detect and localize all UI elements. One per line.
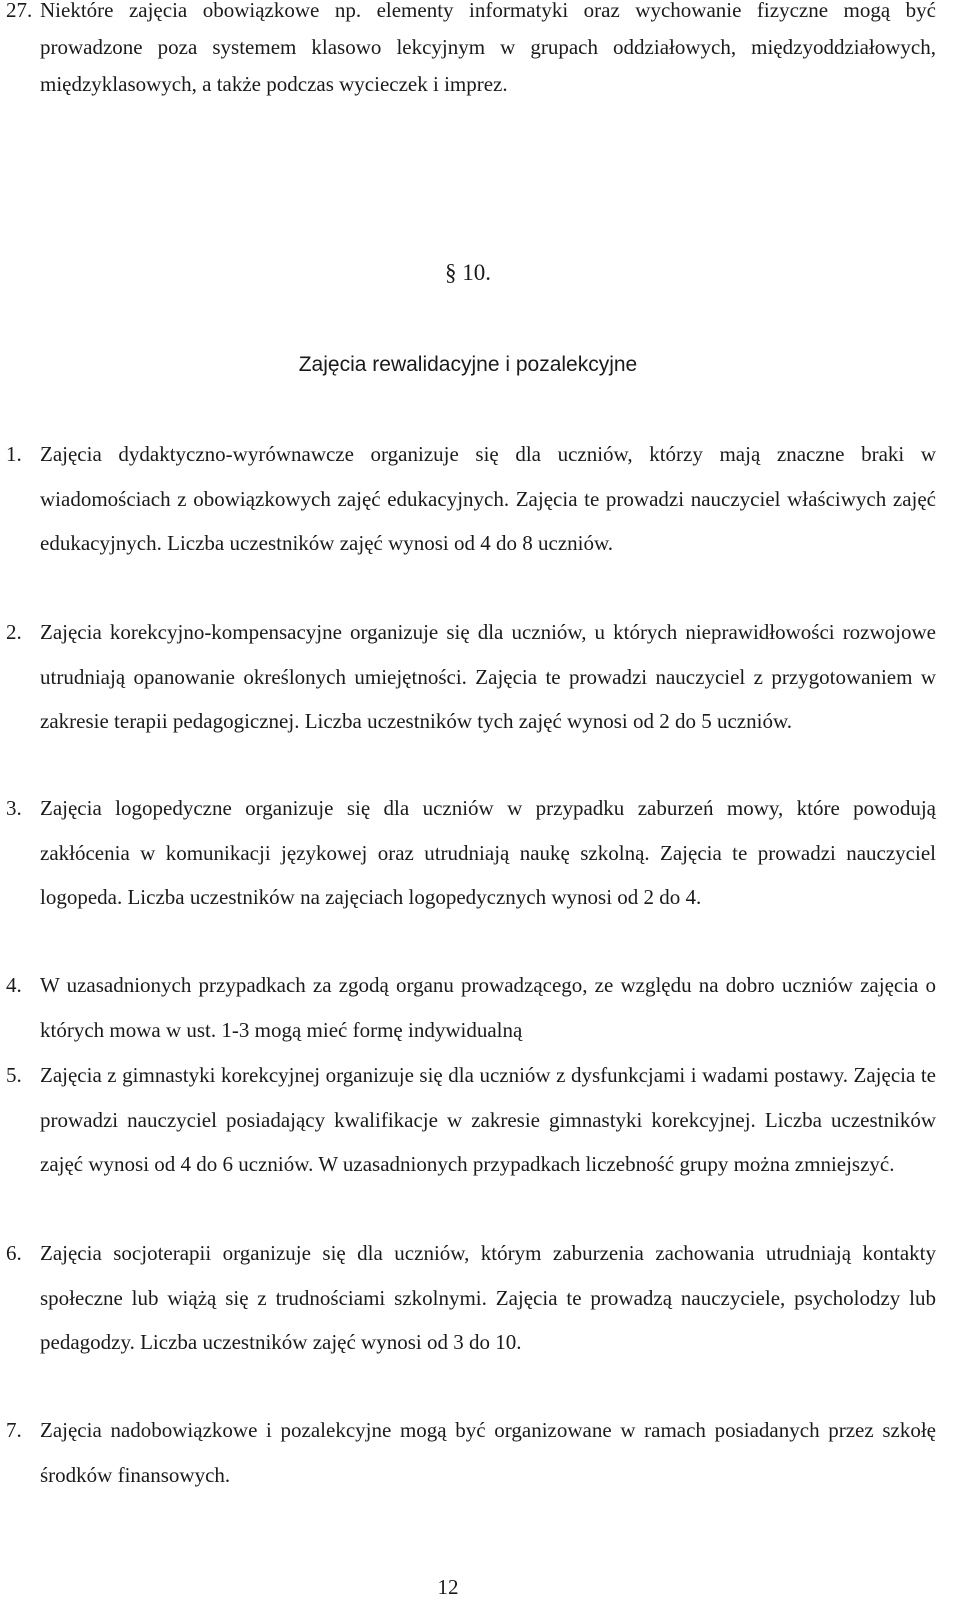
list-item-number: 1. [6, 442, 22, 466]
section-number: § 10. [445, 260, 491, 285]
paragraph-27 [6, 0, 936, 103]
list-item-5 [6, 1053, 936, 1187]
list-item-number: 6. [6, 1241, 22, 1265]
list-item-text: Zajęcia socjoterapii organizuje się dla uczniów, którym zaburzenia zachowania utrudniają kontakty społeczne lub wiążą się z trudnościami szkolnymi. Zajęcia te prowadzą nauczyciele, psycholodzy lub pedagodzy. Liczba uczestników zajęć wynosi od 3 do 10. [40, 1241, 936, 1354]
list-item-2 [6, 610, 936, 744]
list-item-number: 4. [6, 973, 22, 997]
list-item-text: Zajęcia korekcyjno-kompensacyjne organizuje się dla uczniów, u których nieprawidłowości rozwojowe utrudniają opanowanie określonych umiejętności. Zajęcia te prowadzi nauczyciel z przygotowaniem w zakresie terapii pedagogicznej. Liczba uczestników tych zajęć wynosi od 2 do 5 uczniów. [40, 620, 936, 733]
list-item-text: Zajęcia logopedyczne organizuje się dla uczniów w przypadku zaburzeń mowy, które powodują zakłócenia w komunikacji językowej oraz utrudniają naukę szkolną. Zajęcia te prowadzi nauczyciel logopeda. Liczba uczestników na zajęciach logopedycznych wynosi od 2 do 4. [40, 796, 936, 909]
list-item-1 [6, 432, 936, 566]
list-item-number: 2. [6, 620, 22, 644]
list-item-number: 5. [6, 1063, 22, 1087]
paragraph-text: Niektóre zajęcia obowiązkowe np. elementy informatyki oraz wychowanie fizyczne mogą być prowadzone poza systemem klasowo lekcyjnym w grupach oddziałowych, międzyoddziałowych, międzyklasowych, a także podczas wycieczek i imprez. [40, 0, 936, 96]
list-item-text: Zajęcia nadobowiązkowe i pozalekcyjne mogą być organizowane w ramach posiadanych przez szkołę środków finansowych. [40, 1418, 936, 1487]
list-item-text: Zajęcia z gimnastyki korekcyjnej organizuje się dla uczniów z dysfunkcjami i wadami postawy. Zajęcia te prowadzi nauczyciel posiadający kwalifikacje w zakresie gimnastyki korekcyjnej. Liczba uczestników zajęć wynosi od 4 do 6 uczniów. W uzasadnionych przypadkach liczebność grupy można zmniejszyć. [40, 1063, 936, 1176]
list-item-7 [6, 1408, 936, 1497]
list-item-4 [6, 963, 936, 1052]
list-item-text: W uzasadnionych przypadkach za zgodą organu prowadzącego, ze względu na dobro uczniów zajęcia o których mowa w ust. 1-3 mogą mieć formę indywidualną [40, 973, 936, 1042]
section-title: Zajęcia rewalidacyjne i pozalekcyjne [298, 353, 638, 376]
list-item-3 [6, 786, 936, 920]
list-item-6 [6, 1231, 936, 1365]
list-item-number: 7. [6, 1418, 22, 1442]
page-number: 12 [437, 1575, 459, 1599]
list-item-number: 3. [6, 796, 22, 820]
paragraph-number: 27. [6, 0, 33, 22]
list-item-text: Zajęcia dydaktyczno-wyrównawcze organizuje się dla uczniów, którzy mają znaczne braki w wiadomościach z obowiązkowych zajęć edukacyjnych. Zajęcia te prowadzi nauczyciel właściwych zajęć edukacyjnych. Liczba uczestników zajęć wynosi od 4 do 8 uczniów. [40, 442, 936, 555]
